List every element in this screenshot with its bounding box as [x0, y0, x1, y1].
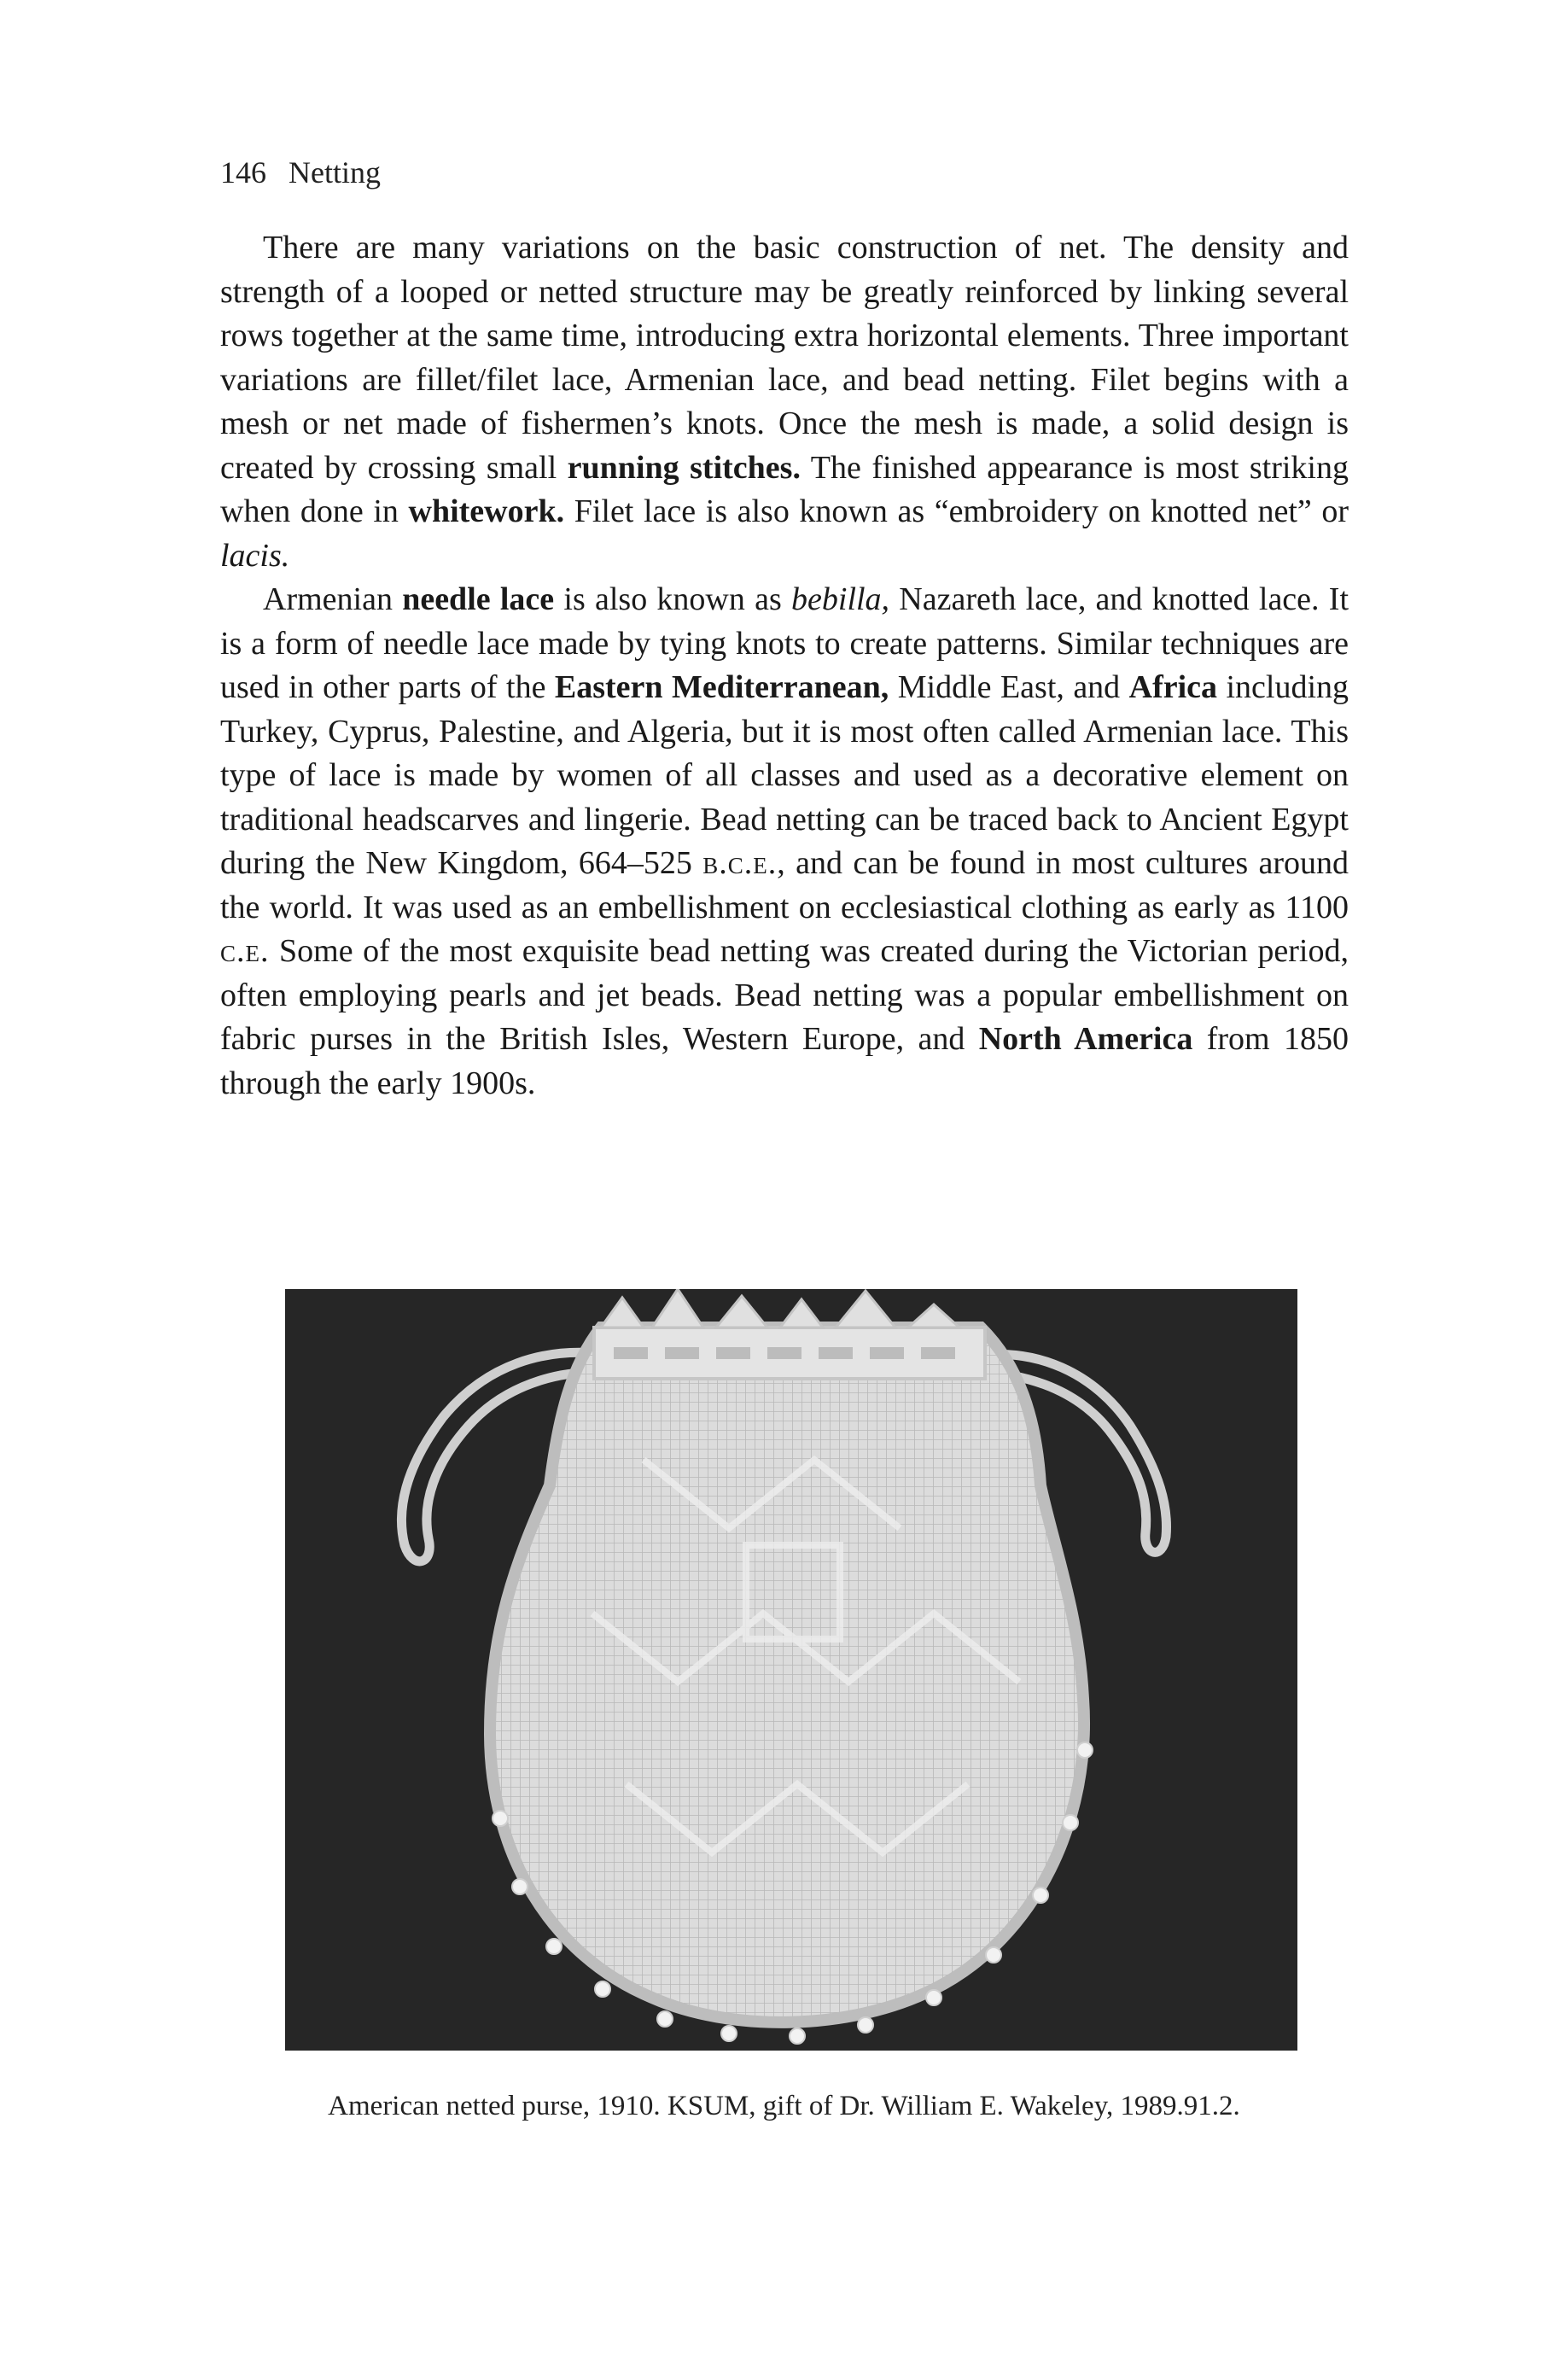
- glossary-term-whitework: whitework.: [408, 493, 565, 529]
- page-number: 146: [220, 155, 266, 190]
- text-run: Filet lace is also known as “embroidery on knotted net” or: [564, 493, 1349, 529]
- italic-term-lacis: lacis.: [220, 537, 290, 574]
- text-run: including Turkey, Cyprus, Palestine, and Algeria, but it is most often called Armenian lace. This type of lace is made by women of all classes and used as a decorative element on traditional headscarves and lingerie. Bead netting can be traced back to Ancient Egypt during the New Kingdom, 664–525: [220, 669, 1349, 881]
- text-run: There are many variations on the basic construction of net. The density and strength of a looped or netted structure may be greatly reinforced by linking several rows together at the same time, introducing extra horizontal elements. Three important variations are fillet/filet lace, Armenian lace, and bead netting. Filet begins with a mesh or net made of fishermen’s knots. Once the mesh is made, a solid design is created by crossing small: [220, 230, 1349, 486]
- glossary-term-running-stitches: running stitches.: [567, 449, 801, 486]
- text-run: , and can be found in most cultures around the world. It was used as an embellishment on ecclesiastical clothing as early as 1100: [220, 845, 1349, 925]
- text-run: from 1850 through the early 1900s.: [220, 1021, 1349, 1101]
- paragraph-netting-variations: [220, 226, 1349, 578]
- text-run: Armenian: [263, 581, 403, 617]
- text-run: The finished appearance is most striking when done in: [220, 449, 1349, 529]
- era-abbreviation-bce: b.c.e.: [702, 845, 778, 881]
- running-head: [220, 152, 381, 193]
- era-abbreviation-ce: c.e.: [220, 933, 270, 969]
- glossary-term-needle-lace: needle lace: [402, 581, 555, 617]
- body-text: [220, 226, 1349, 1106]
- glossary-term-africa: Africa: [1128, 669, 1218, 705]
- glossary-term-eastern-mediterranean: Eastern Mediterranean,: [554, 669, 889, 705]
- section-title: Netting: [289, 155, 381, 190]
- text-run: Some of the most exquisite bead netting was created during the Victorian period, often employing pearls and jet beads. Bead netting was a popular embellishment on fabric purses in the British Isles, Western Europe, and: [220, 933, 1349, 1057]
- text-run: Nazareth lace, and knotted lace. It is a form of needle lace made by tying knots to create patterns. Similar techniques are used in other parts of the: [220, 581, 1349, 705]
- figure-caption: American netted purse, 1910. KSUM, gift of Dr. William E. Wakeley, 1989.91.2.: [328, 2091, 1240, 2121]
- italic-term-bebilla: bebilla,: [791, 581, 890, 617]
- glossary-term-north-america: North America: [978, 1021, 1193, 1057]
- paragraph-armenian-lace: [220, 578, 1349, 1106]
- netted-purse-illustration: [285, 1289, 1297, 2051]
- purse-photograph: [285, 1289, 1297, 2051]
- text-run: is also known as: [554, 581, 792, 617]
- text-run: Middle East, and: [889, 669, 1129, 705]
